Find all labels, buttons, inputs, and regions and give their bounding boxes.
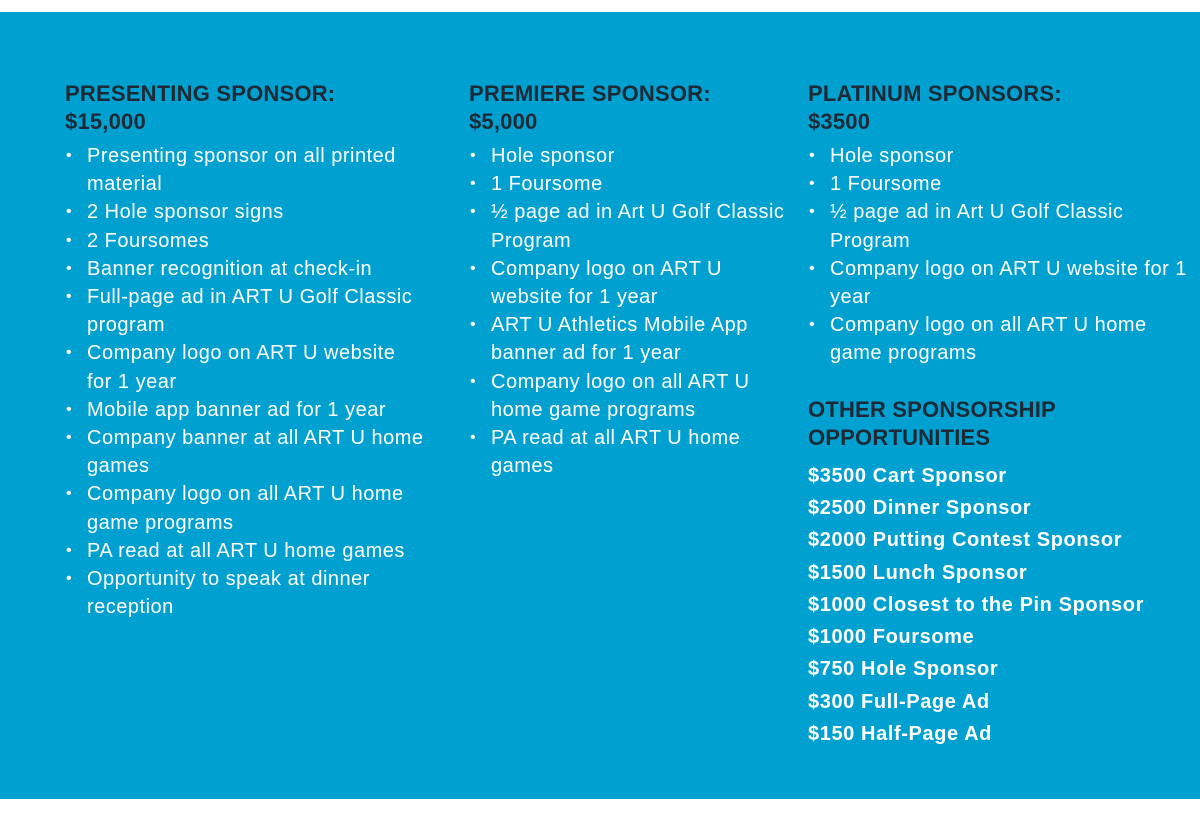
list-item: • 1 Foursome xyxy=(808,170,1188,198)
list-item: • 1 Foursome xyxy=(469,170,789,198)
list-item: • Presenting sponsor on all printed material xyxy=(65,142,425,198)
list-item: • PA read at all ART U home games xyxy=(65,537,425,565)
list-item: $750 Hole Sponsor xyxy=(808,658,999,681)
platinum-sponsor-heading xyxy=(808,80,1188,136)
list-item: • Mobile app banner ad for 1 year xyxy=(65,396,425,424)
list-item: $1000 Foursome xyxy=(808,626,975,649)
list-item: $3500 Cart Sponsor xyxy=(808,464,1007,487)
list-item: $150 Half-Page Ad xyxy=(808,723,992,745)
list-item: • Company logo on ART U website for 1 year xyxy=(469,255,789,311)
other-opportunities-section xyxy=(808,396,1188,751)
list-item: • 2 Foursomes xyxy=(65,227,425,255)
list-item: $2000 Putting Contest Sponsor xyxy=(808,529,1123,552)
sponsorship-panel xyxy=(0,12,1200,799)
list-item: • ART U Athletics Mobile App banner ad for 1 year xyxy=(469,311,789,367)
presenting-sponsor-title: PRESENTING SPONSOR: xyxy=(65,81,336,106)
premiere-sponsor-section xyxy=(469,80,789,480)
list-item: • Full-page ad in ART U Golf Classic program xyxy=(65,283,425,339)
list-item: • ½ page ad in Art U Golf Classic Program xyxy=(469,198,789,254)
platinum-sponsor-benefits xyxy=(808,142,1188,368)
other-opportunities-heading xyxy=(808,396,1188,452)
list-item: $1500 Lunch Sponsor xyxy=(808,561,1028,584)
list-item: • Company logo on all ART U home game programs xyxy=(808,311,1188,367)
list-item: • Banner recognition at check-in xyxy=(65,255,425,283)
presenting-sponsor-benefits xyxy=(65,142,425,621)
platinum-sponsor-price: $3500 xyxy=(808,109,871,134)
list-item: • Company logo on all ART U home game programs xyxy=(65,480,425,536)
platinum-sponsor-title: PLATINUM SPONSORS: xyxy=(808,81,1062,106)
presenting-sponsor-section xyxy=(65,80,425,621)
premiere-sponsor-title: PREMIERE SPONSOR: xyxy=(469,81,711,106)
list-item: • ½ page ad in Art U Golf Classic Program xyxy=(808,198,1188,254)
list-item: • Company logo on ART U website for 1 year xyxy=(65,339,425,395)
list-item: • Company logo on all ART U home game programs xyxy=(469,368,789,424)
list-item: • Hole sponsor xyxy=(808,142,1188,170)
list-item: $1000 Closest to the Pin Sponsor xyxy=(808,593,1144,616)
platinum-sponsor-section xyxy=(808,80,1188,750)
premiere-sponsor-heading xyxy=(469,80,789,136)
other-opportunities-title-line1: OTHER SPONSORSHIP xyxy=(808,396,1056,422)
list-item: • 2 Hole sponsor signs xyxy=(65,198,425,226)
list-item: • Company logo on ART U website for 1 year xyxy=(808,255,1188,311)
list-item: • Opportunity to speak at dinner reception xyxy=(65,565,425,621)
other-opportunities-title-line2: OPPORTUNITIES xyxy=(808,424,991,450)
list-item: $2500 Dinner Sponsor xyxy=(808,496,1032,519)
presenting-sponsor-heading xyxy=(65,80,425,136)
list-item: $300 Full-Page Ad xyxy=(808,690,990,713)
premiere-sponsor-benefits xyxy=(469,142,789,480)
list-item: • PA read at all ART U home games xyxy=(469,424,789,480)
list-item: • Company banner at all ART U home games xyxy=(65,424,425,480)
presenting-sponsor-price: $15,000 xyxy=(65,109,146,134)
list-item: • Hole sponsor xyxy=(469,142,789,170)
premiere-sponsor-price: $5,000 xyxy=(469,109,538,134)
other-opportunities-list xyxy=(808,460,1188,751)
